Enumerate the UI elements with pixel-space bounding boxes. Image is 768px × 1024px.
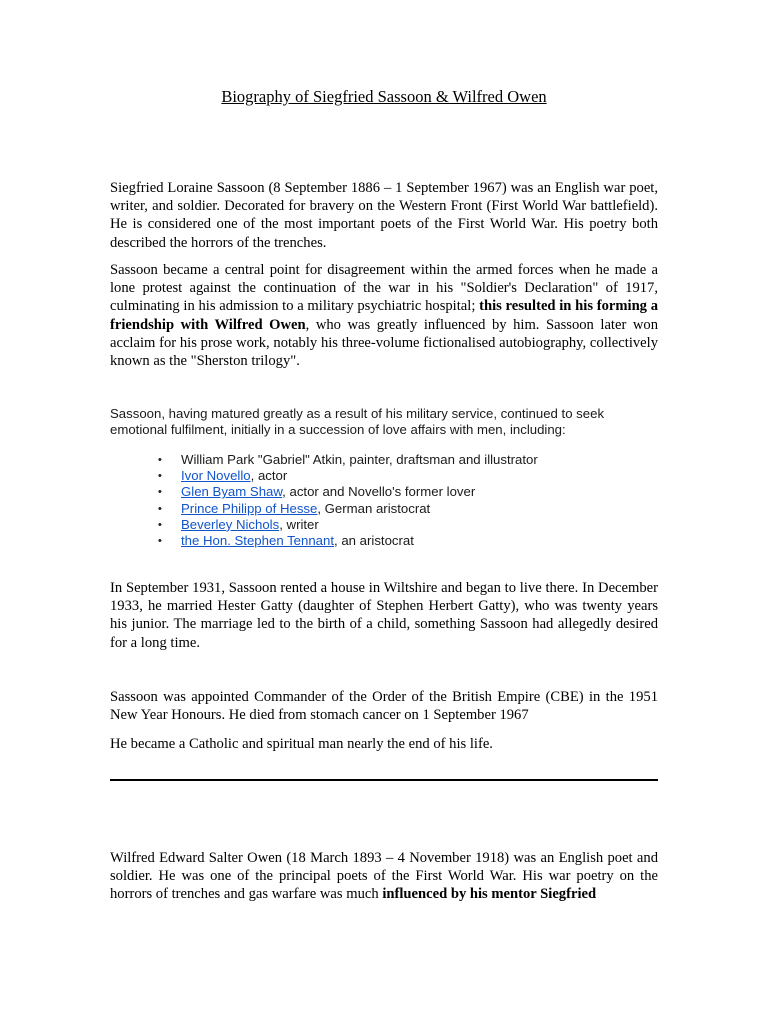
lover-desc: , actor	[250, 468, 288, 484]
list-item	[110, 501, 658, 517]
list-item	[110, 517, 658, 533]
protest-text-end: , who was greatly influenced by him. Sassoon later won acclaim for his prose work, notably his three-volume fictionalised autobiography, collectively known as the "Sherston trilogy".	[110, 316, 658, 370]
section-divider	[110, 779, 658, 781]
list-item	[110, 484, 658, 500]
list-item	[110, 533, 658, 549]
marriage-paragraph: In September 1931, Sassoon rented a house in Wiltshire and began to live there. In December 1933, he married Hester Gatty (daughter of Stephen Herbert Gatty), who was twenty years his junior. The marriage led to the birth of a child, something Sassoon had allegedly desired for a long time.	[110, 580, 658, 651]
list-item	[110, 468, 658, 484]
love-affairs-intro: Sassoon, having matured greatly as a result of his military service, continued to seek emotional fulfilment, initially in a succession of love affairs with men, including:	[110, 406, 605, 437]
lover-desc: , German aristocrat	[317, 500, 431, 516]
owen-intro-paragraph	[110, 849, 658, 904]
bullet-icon: •	[158, 470, 162, 483]
lover-desc: , writer	[279, 516, 319, 532]
lover-desc: , actor and Novello's former lover	[282, 484, 476, 500]
lover-link-glen-byam-shaw[interactable]: Glen Byam Shaw	[181, 484, 283, 500]
lover-link-prince-philipp[interactable]: Prince Philipp of Hesse	[181, 500, 318, 516]
lover-link-ivor-novello[interactable]: Ivor Novello	[181, 468, 251, 484]
sassoon-intro-paragraph: Siegfried Loraine Sassoon (8 September 1886 – 1 September 1967) was an English war poet, writer, and soldier. Decorated for bravery on the Western Front (First World War battlefield). He is considered one of the most important poets of the First World War. His poetry both described the horrors of the trenches.	[110, 180, 658, 251]
bullet-icon: •	[158, 454, 162, 466]
owen-friendship-bold: this resulted in his forming a friendship with Wilfred Owen	[110, 298, 658, 333]
owen-intro-text: Wilfred Edward Salter Owen (18 March 1893 – 4 November 1918) was an English poet and soldier. He was one of the principal poets of the First World War. His war poetry on the horrors of trenches and gas warfare was much	[110, 850, 658, 903]
lover-link-beverley-nichols[interactable]: Beverley Nichols	[181, 516, 280, 532]
lover-link-stephen-tennant[interactable]: the Hon. Stephen Tennant	[181, 533, 335, 549]
mentor-bold: influenced by his mentor Siegfried	[382, 886, 597, 903]
page-title: Biography of Siegfried Sassoon & Wilfred Owen	[221, 87, 547, 106]
cbe-paragraph: Sassoon was appointed Commander of the Order of the British Empire (CBE) in the 1951 New Year Honours. He died from stomach cancer on 1 September 1967	[110, 689, 658, 724]
lover-desc: , an aristocrat	[334, 533, 414, 549]
list-item	[110, 452, 658, 468]
bullet-icon: •	[158, 518, 162, 531]
bullet-icon: •	[158, 535, 162, 548]
catholic-paragraph: He became a Catholic and spiritual man nearly the end of his life.	[110, 736, 493, 752]
bullet-icon: •	[158, 502, 162, 515]
sassoon-protest-paragraph	[110, 261, 658, 370]
protest-text: Sassoon became a central point for disagreement within the armed forces when he made a lone protest against the continuation of the war in his "Soldier's Declaration" of 1917, culminating in his admission to a military psychiatric hospital;	[110, 262, 658, 315]
bullet-icon: •	[158, 486, 162, 499]
lover-name: William Park "Gabriel" Atkin, painter, draftsman and illustrator	[181, 452, 538, 467]
lovers-list	[110, 452, 658, 549]
